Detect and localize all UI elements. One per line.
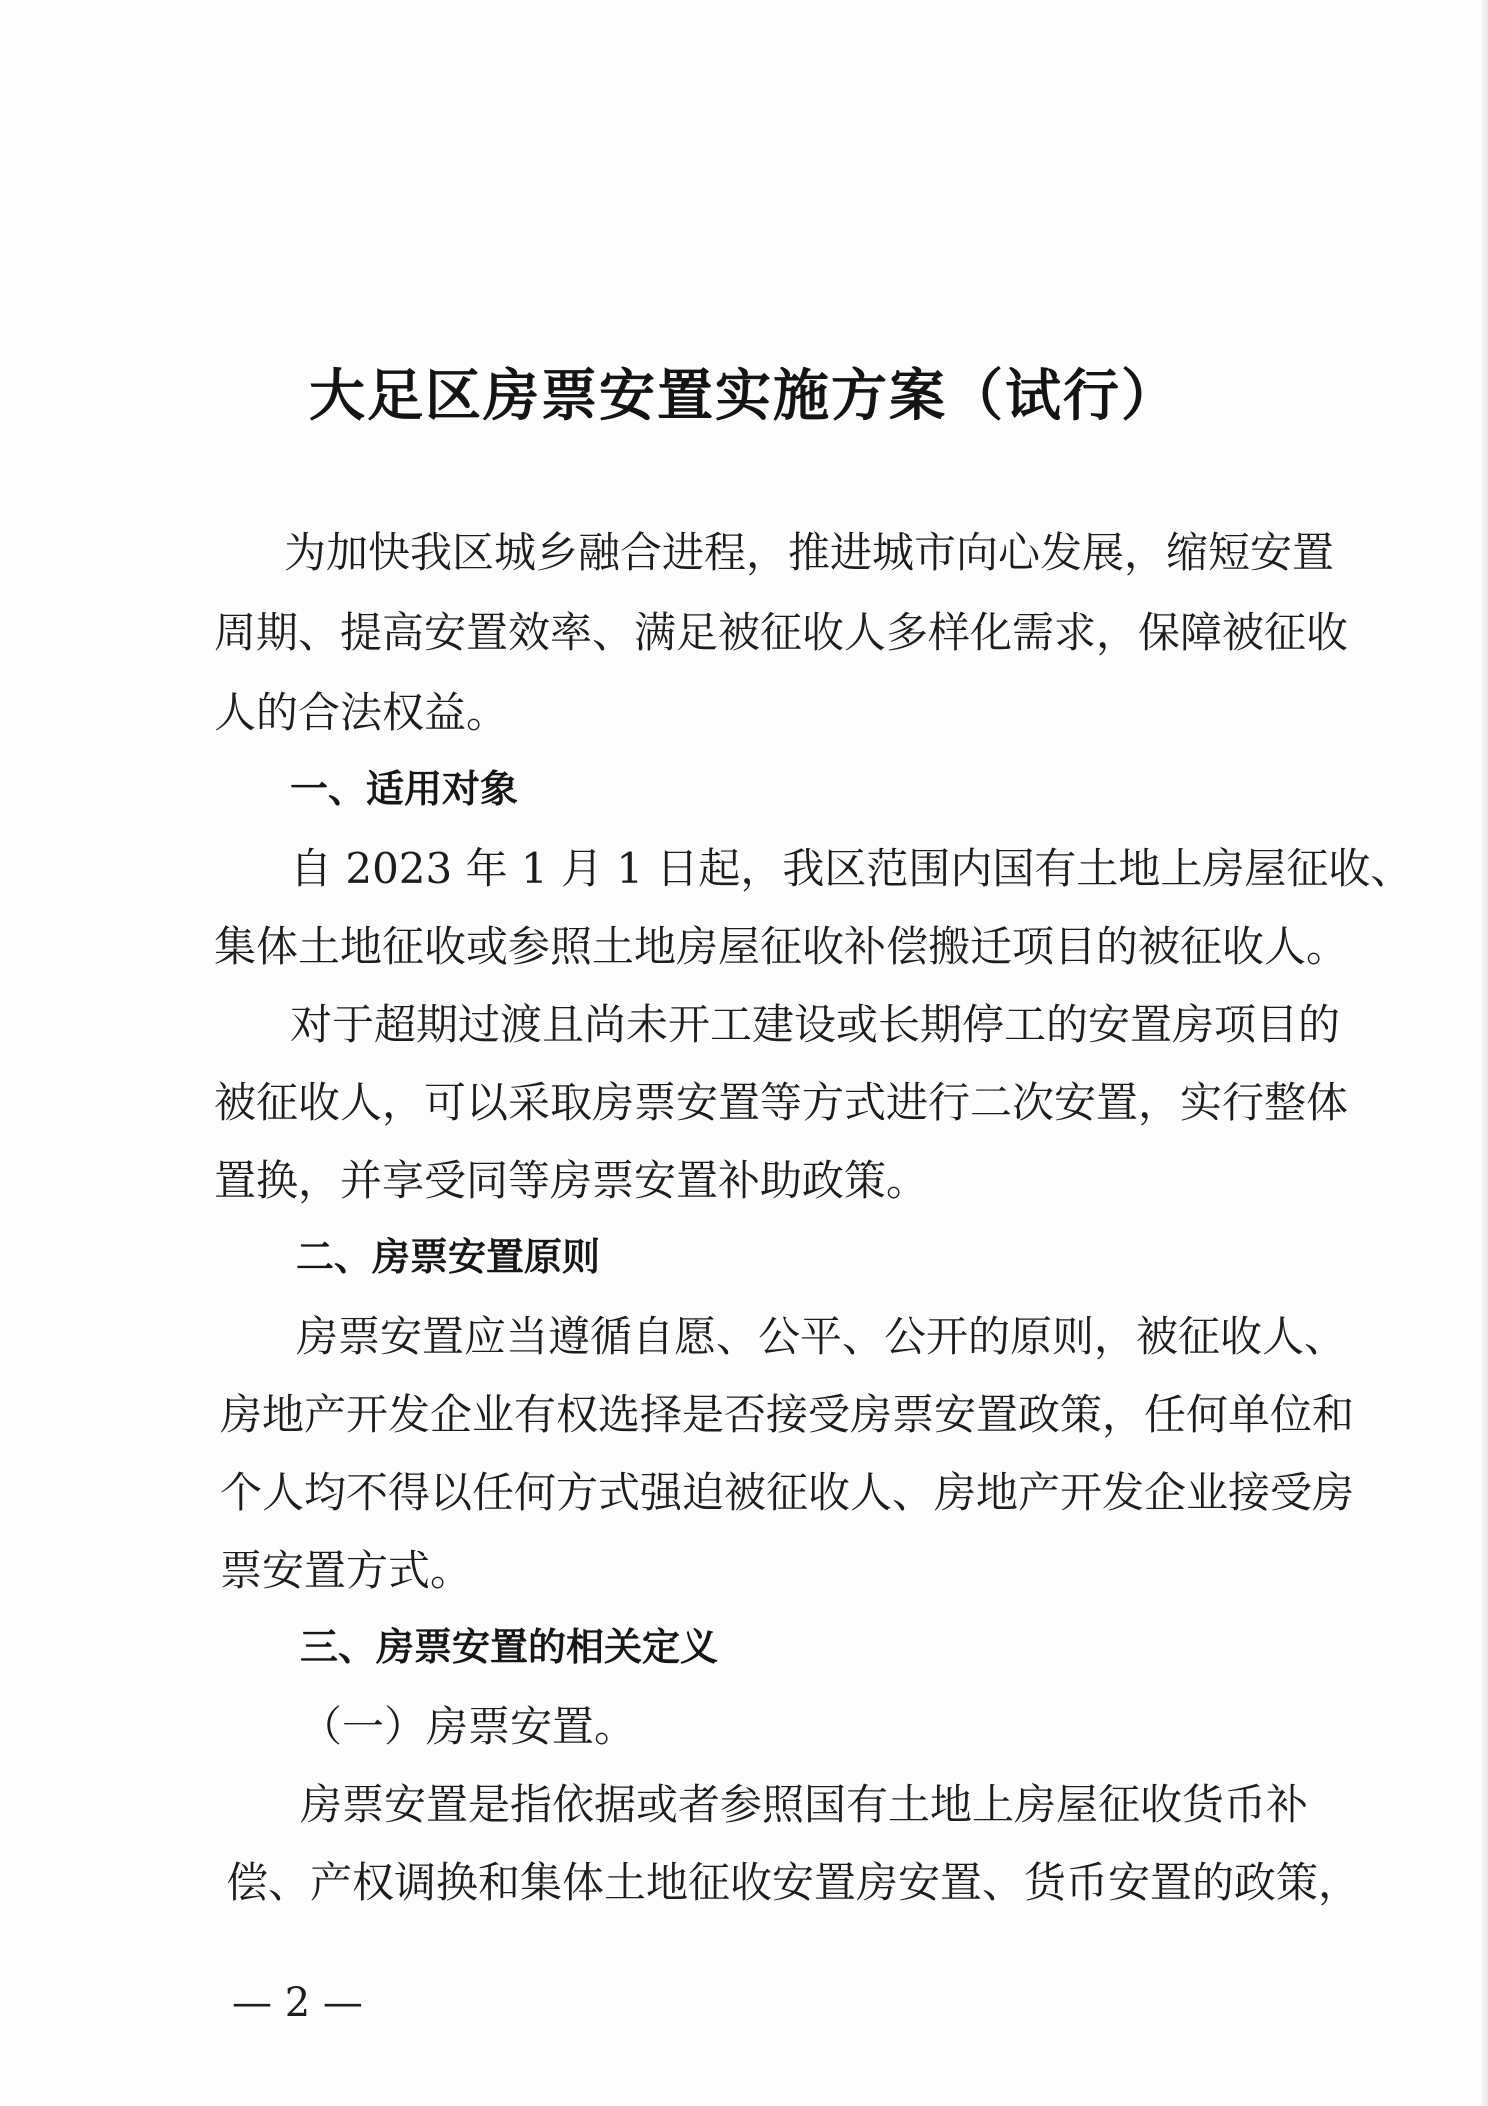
section3-subheading: （一）房票安置。 bbox=[300, 1702, 637, 1751]
intro-line-1: 为加快我区城乡融合进程，推进城市向心发展，缩短安置 bbox=[284, 528, 1335, 577]
document-title: 大足区房票安置实施方案（试行） bbox=[309, 364, 1179, 429]
intro-line-3: 人的合法权益。 bbox=[214, 688, 509, 737]
section2-para1-line-3: 个人均不得以任何方式强迫被征收人、房地产开发企业接受房 bbox=[220, 1468, 1355, 1517]
section3-para1-line-1: 房票安置是指依据或者参照国有土地上房屋征收货币补 bbox=[300, 1780, 1309, 1829]
section2-para1-line-2: 房地产开发企业有权选择是否接受房票安置政策，任何单位和 bbox=[220, 1390, 1355, 1439]
section1-heading: 一、适用对象 bbox=[290, 767, 519, 811]
section1-para1-line-2: 集体土地征收或参照土地房屋征收补偿搬迁项目的被征收人。 bbox=[214, 922, 1349, 971]
section2-para1-line-1: 房票安置应当遵循自愿、公平、公开的原则，被征收人、 bbox=[296, 1312, 1347, 1361]
section2-para1-line-4: 票安置方式。 bbox=[220, 1546, 473, 1595]
section1-para2-line-1: 对于超期过渡且尚未开工建设或长期停工的安置房项目的 bbox=[290, 1000, 1341, 1049]
scan-edge bbox=[1482, 0, 1488, 2106]
page-number: — 2 — bbox=[232, 1980, 363, 2026]
section1-para2-line-2: 被征收人，可以采取房票安置等方式进行二次安置，实行整体 bbox=[214, 1078, 1349, 1127]
section3-para1-line-2: 偿、产权调换和集体土地征收安置房安置、货币安置的政策， bbox=[226, 1858, 1361, 1907]
intro-line-2: 周期、提高安置效率、满足被征收人多样化需求，保障被征收 bbox=[214, 608, 1349, 657]
section2-heading: 二、房票安置原则 bbox=[296, 1235, 601, 1279]
section3-heading: 三、房票安置的相关定义 bbox=[300, 1625, 719, 1669]
section1-para2-line-3: 置换，并享受同等房票安置补助政策。 bbox=[214, 1156, 929, 1205]
section1-para1-line-1: 自 2023 年 1 月 1 日起，我区范围内国有土地上房屋征收、 bbox=[290, 844, 1413, 893]
